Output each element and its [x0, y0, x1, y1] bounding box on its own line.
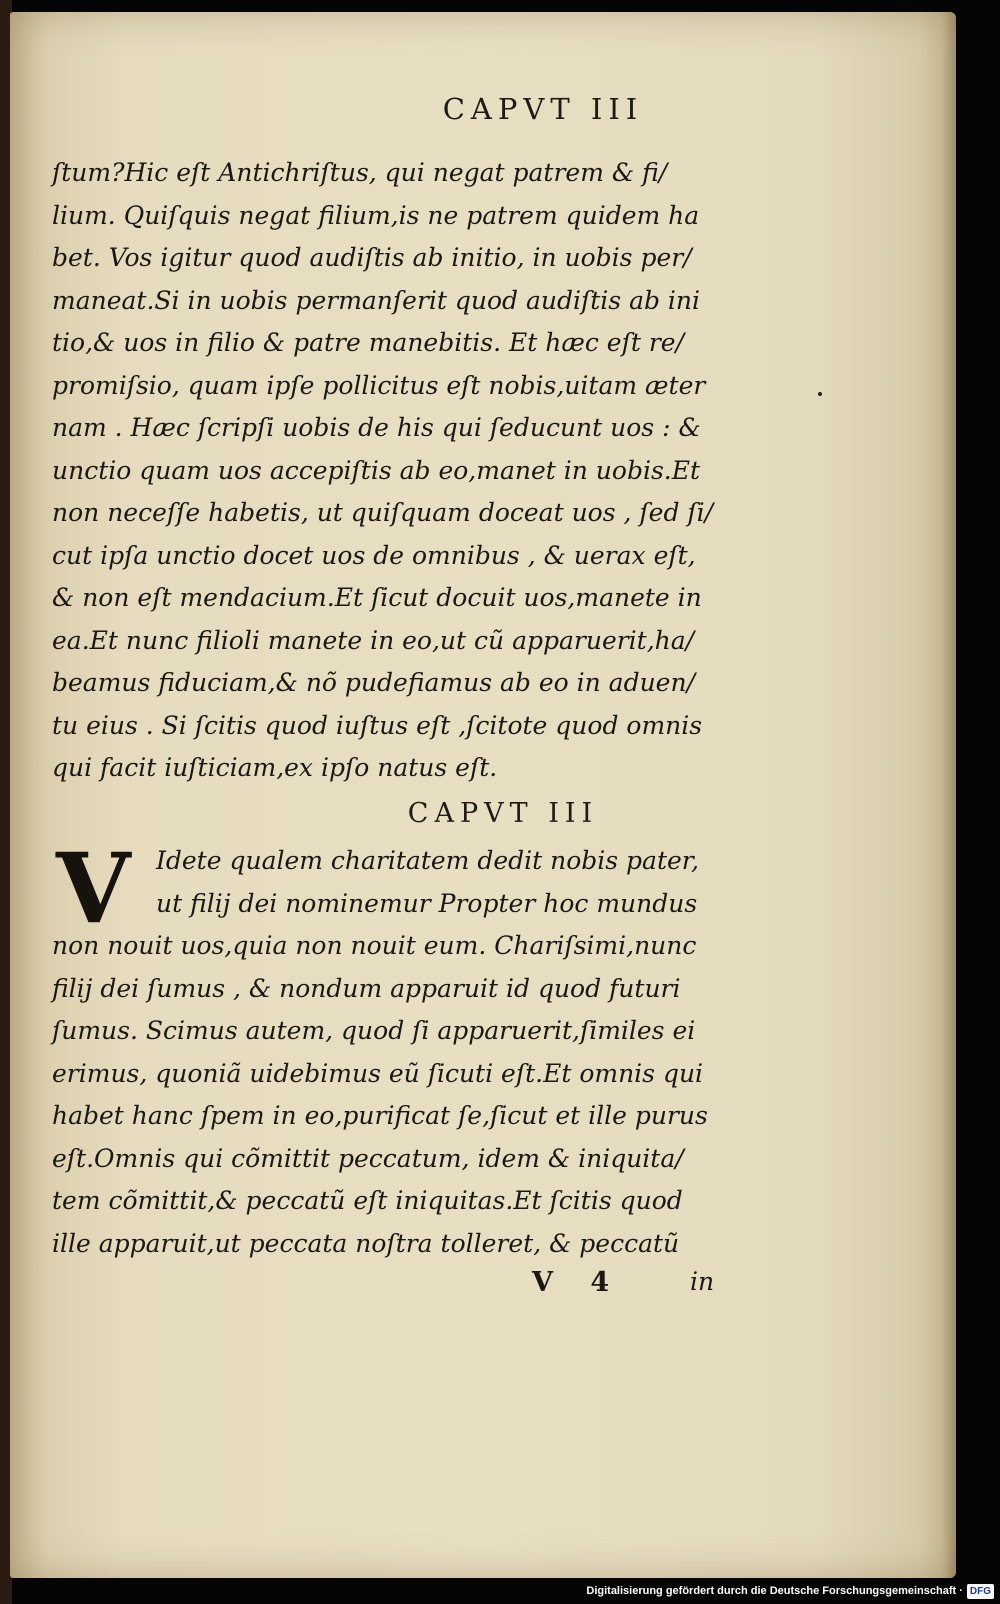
text-line: qui facit iuſticiam,ex ipſo natus eſt. [52, 753, 498, 782]
running-head: CAPVT III [442, 92, 644, 126]
text-line: Idete qualem charitatem dedit nobis pater, [156, 846, 699, 875]
text-line: unctio quam uos accepiſtis ab eo,manet in uobis.Et [52, 455, 701, 485]
text-line: eſt.Omnis qui cõmittit peccatum, idem & iniquita/ [52, 1143, 684, 1173]
text-line: non nouit uos,quia non nouit eum. Chariſsimi,nunc [52, 931, 697, 960]
text-line: ut filij dei nominemur Propter hoc mundus [156, 888, 698, 918]
text-line: non neceſſe habetis, ut quiſquam doceat uos , ſed ſi/ [52, 498, 714, 527]
text-line: lium. Quiſquis negat filium,is ne patrem quidem ha [52, 200, 700, 230]
text-line: erimus, quoniã uidebimus eũ ſicuti eſt.Et omnis qui [52, 1058, 704, 1088]
book-page [10, 12, 956, 1578]
ink-speck [818, 392, 822, 396]
text-line: ſtum?Hic eſt Antichriſtus, qui negat patrem & fi/ [52, 158, 668, 187]
text-line: tio,& uos in filio & patre manebitis. Et hæc eſt re/ [52, 328, 684, 357]
text-line: ille apparuit,ut peccata noſtra tolleret, & peccatũ [52, 1228, 680, 1258]
dfg-logo-icon[interactable]: DFG [967, 1584, 994, 1599]
page-footer-marks [10, 1267, 956, 1307]
text-block-chapter [52, 832, 752, 1265]
page-edge-shadow [942, 12, 956, 1578]
digitization-credit [586, 1580, 994, 1602]
drop-cap-initial: V [56, 832, 131, 945]
text-line: nam . Hæc ſcripſi uobis de his qui ſeducunt uos : & [52, 413, 701, 442]
text-line: tem cõmittit,& peccatũ eſt iniquitas.Et ſcitis quod [52, 1186, 683, 1215]
text-line: bet. Vos igitur quod audiſtis ab initio, in uobis per/ [52, 243, 692, 272]
credit-text: Digitalisierung gefördert durch die Deutsche Forschungsgemeinschaft · [586, 1585, 963, 1597]
text-line: & non eſt mendacium.Et ſicut docuit uos,manete in [52, 583, 702, 612]
text-line: ſumus. Scimus autem, quod ſi apparuerit,ſimiles ei [52, 1016, 696, 1045]
signature-mark: V 4 [532, 1267, 624, 1298]
text-line: maneat.Si in uobis permanſerit quod audiſtis ab ini [52, 285, 701, 315]
text-line: tu eius . Si ſcitis quod iuſtus eſt ,ſcitote quod omnis [52, 710, 703, 740]
text-line: habet hanc ſpem in eo,purificat ſe,ſicut et ille purus [52, 1101, 708, 1130]
text-line: cut ipſa unctio docet uos de omnibus , & uerax eſt, [52, 540, 696, 570]
text-line: ea.Et nunc filioli manete in eo,ut cũ apparuerit,ha/ [52, 625, 695, 655]
text-line: filij dei ſumus , & nondum apparuit id quod futuri [52, 973, 681, 1003]
text-line: promiſsio, quam ipſe pollicitus eſt nobis,uitam æter [52, 370, 706, 400]
chapter-heading: CAPVT III [407, 798, 599, 829]
text-block-upper [52, 152, 732, 790]
text-line: beamus fiduciam,& nõ pudefiamus ab eo in aduen/ [52, 668, 696, 697]
catchword: in [690, 1267, 715, 1296]
